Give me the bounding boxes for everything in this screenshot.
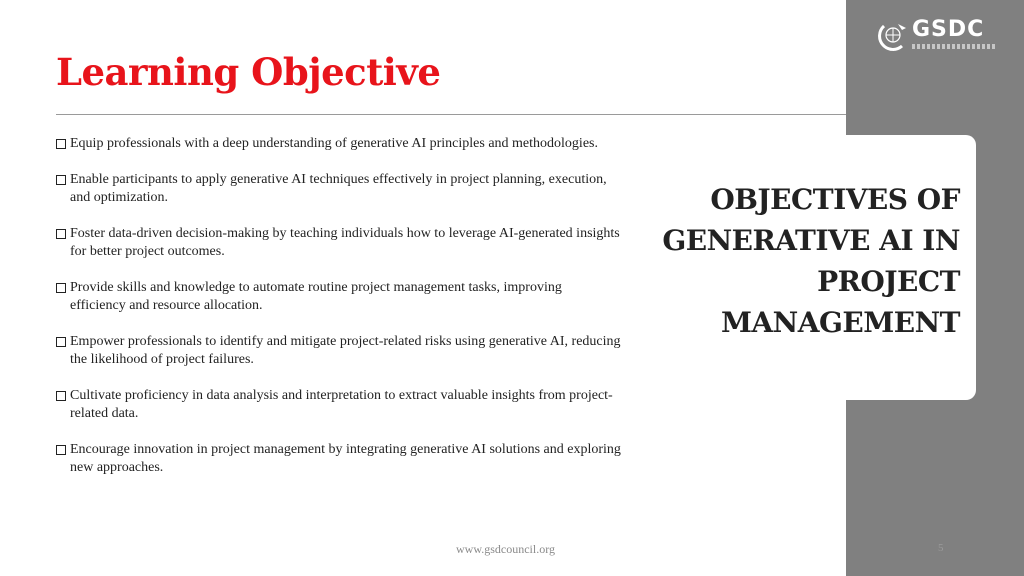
logo-tagline [912,44,996,49]
card-heading-line: GENERATIVE AI IN [662,224,960,257]
objectives-list [56,135,621,495]
gsdc-logo [876,18,998,54]
slide-title: Learning Objective [56,50,441,94]
globe-arc-icon [876,18,910,52]
objective-item [56,441,621,477]
objective-item [56,225,621,261]
checkbox-bullet-icon [56,175,66,185]
heading-card [640,135,976,400]
objective-text: Cultivate proficiency in data analysis and interpretation to extract valuable insights from project-related data. [70,388,613,421]
checkbox-bullet-icon [56,445,66,455]
checkbox-bullet-icon [56,337,66,347]
page-number: 5 [938,542,944,554]
footer-url: www.gsdcouncil.org [456,542,555,556]
objective-text: Provide skills and knowledge to automate routine project management tasks, improving efficiency and resource allocation. [70,280,562,313]
objective-text: Encourage innovation in project management by integrating generative AI solutions and exploring new approaches. [70,442,621,475]
checkbox-bullet-icon [56,229,66,239]
objective-text: Equip professionals with a deep understanding of generative AI principles and methodologies. [70,136,598,151]
checkbox-bullet-icon [56,283,66,293]
objective-text: Enable participants to apply generative AI techniques effectively in project planning, execution, and optimization. [70,172,607,205]
checkbox-bullet-icon [56,391,66,401]
checkbox-bullet-icon [56,139,66,149]
card-heading-line: MANAGEMENT [720,306,960,339]
objective-text: Empower professionals to identify and mitigate project-related risks using generative AI, reducing the likelihood of project failures. [70,334,621,367]
objective-item [56,333,621,369]
logo-text: GSDC [912,17,985,42]
card-heading-line: PROJECT [817,265,960,298]
card-heading [650,179,960,343]
objective-item [56,171,621,207]
objective-item [56,279,621,315]
title-divider [56,114,846,115]
card-heading-line: OBJECTIVES OF [710,183,960,216]
objective-text: Foster data-driven decision-making by teaching individuals how to leverage AI-generated insights for better project outcomes. [70,226,620,259]
objective-item [56,135,621,153]
objective-item [56,387,621,423]
